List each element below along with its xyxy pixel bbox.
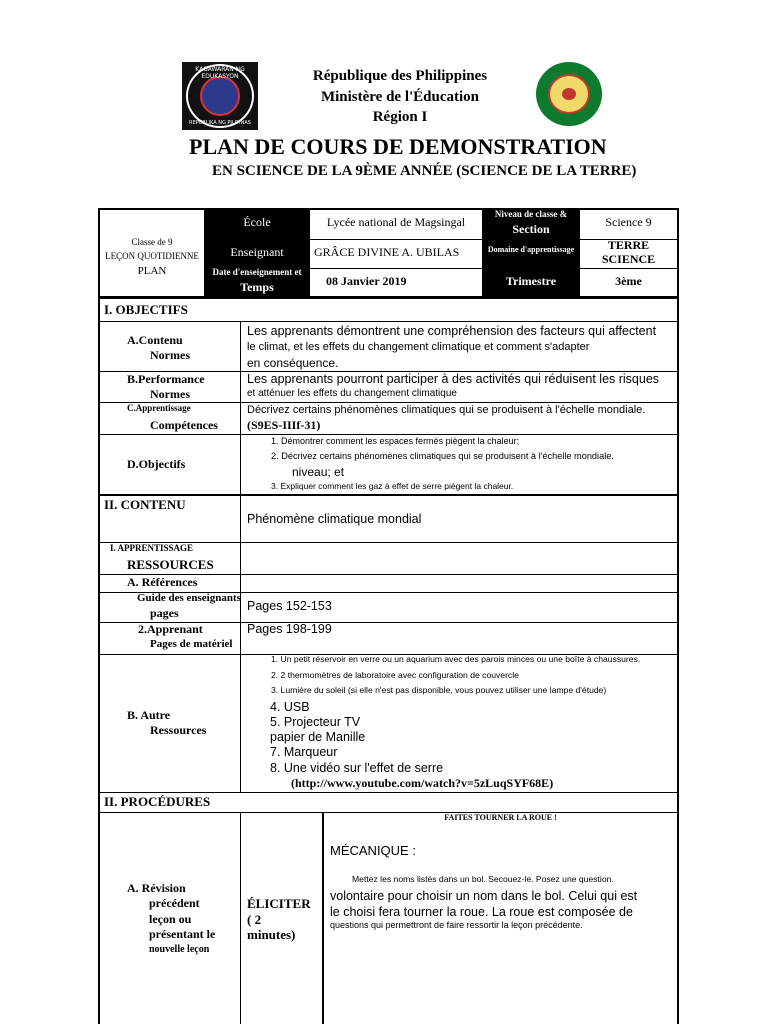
eliciter-label-3: minutes) [247, 927, 296, 942]
ressource-item-7: 7. Marqueur [270, 745, 338, 759]
competences-label-2: Compétences [150, 418, 218, 432]
apprenant-value: Pages 198-199 [247, 622, 332, 636]
page-title: PLAN DE COURS DE DEMONSTRATION [189, 134, 607, 159]
niveau-label-2: Section [512, 222, 550, 236]
revision-label-1: A. Révision [127, 881, 186, 895]
side-lesson: LEÇON QUOTIDIENNE [105, 252, 199, 261]
domaine-value-1: TERRE [607, 238, 650, 252]
header-region: Région I [372, 109, 428, 125]
roue-title: FAITES TOURNER LA ROUE ! [444, 813, 557, 822]
date-value: 08 Janvier 2019 [326, 274, 407, 288]
contenu-normes-text-2: le climat, et les effets du changement climatique et comment s'adapter [247, 341, 590, 353]
contenu-normes-text-1: Les apprenants démontrent une compréhension des facteurs qui affectent [247, 324, 657, 338]
header-republic: République des Philippines [312, 68, 488, 84]
niveau-label: Niveau de classe & [494, 209, 568, 219]
autre-ressources-label: B. Autre [127, 708, 171, 722]
apprenant-label: 2.Apprenant [138, 622, 203, 636]
ecole-value: Lycée national de Magsingal [326, 215, 466, 229]
references-label: A. Références [127, 575, 198, 589]
procedures-heading: II. PROCÉDURES [104, 794, 211, 809]
page-subtitle: EN SCIENCE DE LA 9ÈME ANNÉE (SCIENCE DE LA TERRE) [212, 163, 637, 179]
competences-text: Décrivez certains phénomènes climatiques qui se produisent à l'échelle mondiale. [247, 404, 646, 416]
trimestre-label: Trimestre [505, 274, 557, 288]
ressource-item-3: 3. Lumière du soleil (si elle n'est pas disponible, vous pouvez utiliser une lampe d'étude) [271, 685, 607, 695]
revision-label-3: leçon ou [149, 912, 192, 926]
objectif-item-2: 2. Décrivez certains phénomènes climatiques qui se produisent à l'échelle mondiale. [271, 451, 614, 461]
domaine-value-2: SCIENCE [601, 252, 656, 266]
performance-text-2: et atténuer les effets du changement climatique [247, 388, 457, 399]
enseignant-value: GRÂCE DIVINE A. UBILAS [314, 246, 460, 259]
performance-label: B.Performance [127, 372, 205, 386]
contenu-heading: II. CONTENU [104, 497, 186, 512]
seal-left-text: KAGAWARAN NG EDUKASYON [195, 66, 245, 80]
contenu-normes-label-2: Normes [150, 348, 190, 362]
revision-label-2: précédent [149, 896, 200, 910]
performance-label-2: Normes [150, 387, 190, 401]
ressource-item-5: 5. Projecteur TV [270, 715, 361, 729]
revision-label-5: nouvelle leçon [149, 944, 210, 955]
guide-label-2: pages [150, 606, 179, 620]
date-label: Date d'enseignement et [212, 268, 302, 277]
contenu-normes-text-3: en conséquence. [247, 356, 339, 370]
autre-ressources-label-2: Ressources [150, 723, 207, 737]
ressources-heading: I. APPRENTISSAGE [110, 543, 194, 553]
roue-paragraph-3: le choisi fera tourner la roue. La roue est composée de [330, 905, 633, 919]
eliciter-label: ÉLICITER [247, 896, 311, 911]
side-plan: PLAN [137, 265, 167, 277]
guide-value: Pages 152-153 [247, 599, 332, 613]
apprenant-label-2: Pages de matériel [150, 638, 233, 650]
seal-left-bottom: REPUBLIKA NG PILIPINAS [189, 120, 251, 126]
roue-paragraph-4: questions qui permettront de faire ressortir la leçon précédente. [330, 920, 583, 930]
roue-paragraph-1: Mettez les noms listés dans un bol. Secouez-le. Posez une question. [352, 874, 614, 884]
ressources-heading-2: RESSOURCES [127, 557, 214, 572]
trimestre-value: 3ème [615, 274, 642, 288]
side-class: Classe de 9 [131, 237, 173, 247]
ressource-item-2: 2. 2 thermomètres de laboratoire avec configuration de couvercle [271, 670, 519, 680]
mecanique-label: MÉCANIQUE : [330, 843, 416, 858]
enseignant-label: Enseignant [230, 245, 284, 259]
objectif-item-1: 1. Démontrer comment les espaces fermés piègent la chaleur; [271, 436, 520, 446]
eliciter-label-2: ( 2 [247, 912, 262, 927]
roue-paragraph-2: volontaire pour choisir un nom dans le bol. Celui qui est [330, 889, 638, 903]
niveau-value: Science 9 [605, 215, 652, 229]
competences-label: C.Apprentissage [127, 403, 191, 413]
competences-code: (S9ES-IIIf-31) [247, 418, 321, 432]
video-link[interactable]: (http://www.youtube.com/watch?v=5zLuqSYF68E) [291, 776, 554, 790]
date-label-2: Temps [240, 280, 274, 294]
ressource-item-4: 4. USB [270, 700, 310, 714]
ressource-item-6: papier de Manille [270, 730, 366, 744]
guide-label: Guide des enseignants [137, 592, 241, 604]
objectif-item-2b: niveau; et [292, 465, 345, 479]
performance-text-1: Les apprenants pourront participer à des activités qui réduisent les risques [247, 372, 660, 386]
header-ministry: Ministère de l'Éducation [320, 89, 480, 105]
ressource-item-8: 8. Une vidéo sur l'effet de serre [270, 761, 444, 775]
ecole-label: École [243, 215, 271, 229]
domaine-label: Domaine d'apprentissage [487, 246, 575, 254]
revision-label-4: présentant le [149, 927, 216, 941]
ressource-item-1: 1. Un petit réservoir en verre ou un aquarium avec des parois minces ou une boîte à chaussures. [271, 654, 641, 664]
contenu-text: Phénomène climatique mondial [247, 512, 422, 526]
objectifs-label: D.Objectifs [127, 457, 186, 471]
objectifs-heading: I. OBJECTIFS [104, 302, 188, 317]
contenu-normes-label: A.Contenu [127, 333, 183, 347]
objectif-item-3: 3. Expliquer comment les gaz à effet de serre piègent la chaleur. [271, 481, 514, 491]
